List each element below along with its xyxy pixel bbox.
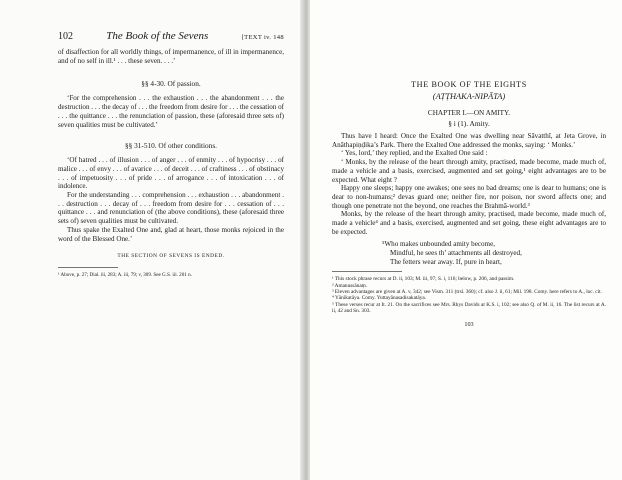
paragraph-thus-have-i-heard: Thus have I heard: Once the Exalted One was dwelling near Sāvatthī, at Jeta Grove, in Anāthapiṇḍika’s Park. There the Exalted One addressed the monks, saying: ‘ Monks.’	[332, 132, 606, 149]
section-heading-other-conditions: §§ 31-510. Of other conditions.	[124, 141, 217, 151]
paragraph-understanding: For the understanding . . . comprehension . . . exhaustion . . . abandonment . . . destruction . . . decay of . . . freedom from desire for . . . cessation of . . . quittance . . . and renunciation of (the above conditions), these (aforesaid three sets of) seven qualities must be cultivated.	[58, 191, 284, 226]
book-subtitle: (AṬṬHAKA-NIPĀTA)	[432, 92, 506, 101]
verse-line: The fetters wear away. If, pure in heart,	[390, 257, 502, 266]
right-page	[310, 0, 622, 480]
footnote-rule	[58, 267, 118, 268]
footnote-rule	[332, 271, 402, 272]
book-title: THE BOOK OF THE EIGHTS	[411, 80, 527, 89]
paragraph-advantages: Happy one sleeps; happy one awakes; one sees no bad dreams; one is dear to humans; one is dear to non-humans;² devas guard one; neither fire, nor poison, nor sword affects one; and though one penetrate not the beyond, one reaches the Brahmā-world.³	[332, 184, 606, 210]
paragraph-continued: of disaffection for all worldly things, of impermanence, of ill in impermanence, and of no self in ill.¹ . . . these seven. . . .’	[58, 48, 284, 65]
footnote-item: ¹ This stock phrase recurs at D. ii, 103; M. iii, 97; S. i, 116; below, p. 206, and passim.	[332, 276, 515, 283]
footnote-item: ² Amanussānaṃ.	[332, 282, 368, 289]
footnote-left: ¹ Above, p. 27; Dial. iii, 283; A. iii, 79; v, 309. See G.S. iii. 201 n.	[58, 272, 192, 279]
verse-block	[332, 240, 606, 266]
paragraph-conclusion: Monks, by the release of the heart through amity, practised, made become, made much of, made a vehicle⁴ and a basis, exercised, augmented and set going, these eight advantages are to be expected.	[332, 210, 606, 236]
paragraph-conditions-list: ‘Of hatred . . . of illusion . . . of anger . . . of enmity . . . of hypocrisy . . . of malice . . . of envy . . . of avarice . . . of deceit . . . of craftiness . . . of obstinacy . . . of impetuosity . . . of pride . . . of arrogance . . . of intoxication . . . of indolence.	[58, 156, 284, 191]
running-head-left	[58, 30, 284, 42]
verse-line: ⁵Who makes unbounded amity become,	[382, 240, 495, 249]
paragraph-release-of-heart: ‘ Monks, by the release of the heart through amity, practised, made become, made much of, made a vehicle and a basis, exercised, augmented and set going,¹ eight advantages are to be expected. What eight ?	[332, 158, 606, 184]
section-end-marker: THE SECTION OF SEVENS IS ENDED.	[117, 253, 225, 260]
footnote-item: ⁵ These verses recur at It. 21. On the sacrifices see Mrs. Rhys Davids at K.S. i, 102; see also Q. of M. ii, 16. The list recurs at A. ii, 42 and Sn. 303.	[332, 301, 606, 315]
paragraph-closing: Thus spake the Exalted One and, glad at heart, those monks rejoiced in the word of the Blessed One.’	[58, 225, 284, 243]
running-title: The Book of the Sevens	[106, 30, 209, 42]
verse-line: Mindful, he sees th’ attachments all destroyed,	[390, 249, 522, 258]
paragraph-reply: ‘ Yes, lord,’ they replied, and the Exalted One said :	[341, 149, 488, 158]
page-number-left: 102	[58, 31, 73, 42]
left-page	[0, 0, 306, 480]
page-number-right: 103	[464, 320, 474, 328]
paragraph-passion: ‘For the comprehension . . . the exhaustion . . . the abandonment . . . the destruction . . . the decay of . . . the freedom from desire for . . . the cessation of . . . the quittance . . . the renunciation of passion, these (aforesaid three sets of) seven qualities must be cultivated.’	[58, 94, 284, 129]
text-reference: [TEXT iv. 148	[241, 34, 284, 41]
section-heading-amity: § i (1). Amity.	[448, 119, 490, 128]
footnote-item: ⁴ Yānīkatāya. Comy. Yuttayānasadisakatāya.	[332, 295, 427, 302]
footnote-item: ³ Eleven advantages are given at A. v, 342; see Vism. 311 (trsl. 360); cf. also J. ii, 61; Mil. 198. Comy. here refers to A., loc. cit.	[332, 289, 602, 296]
chapter-heading: CHAPTER I.—ON AMITY.	[427, 109, 511, 117]
section-heading-passion: §§ 4-30. Of passion.	[141, 79, 201, 89]
